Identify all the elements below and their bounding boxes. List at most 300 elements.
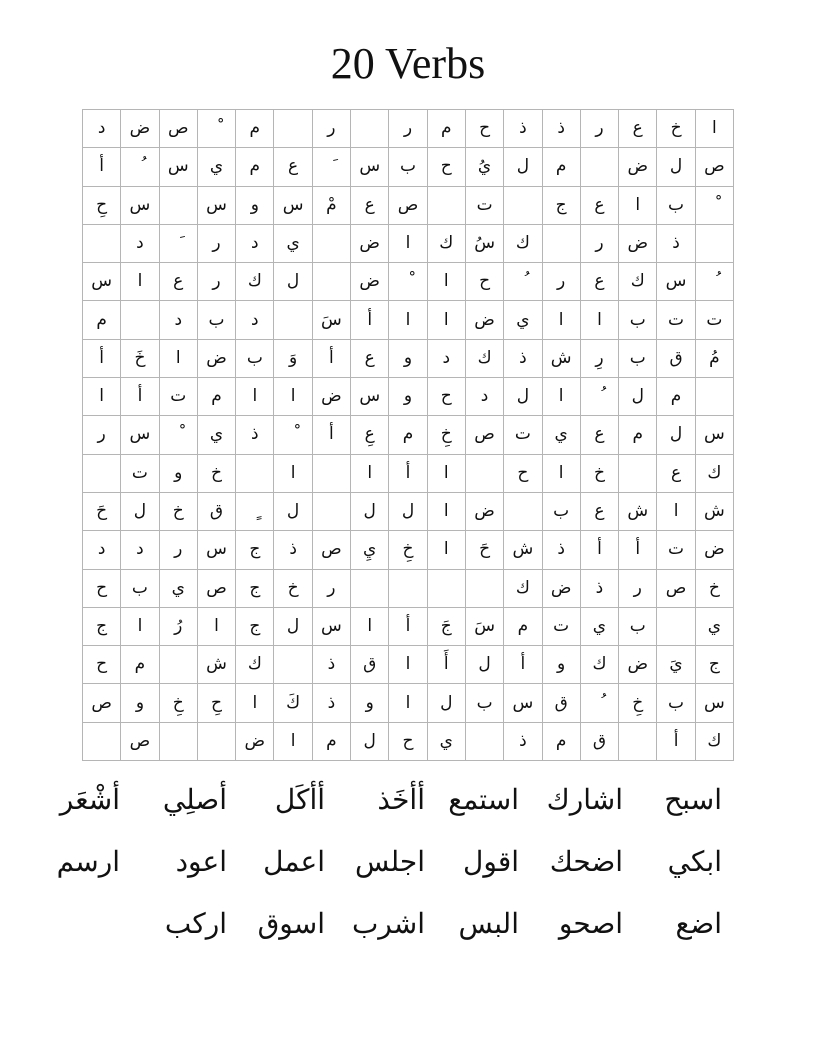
grid-cell[interactable]: ر — [198, 225, 236, 263]
grid-cell[interactable]: ا — [160, 340, 198, 378]
word-list-item: أشْعَر — [59, 783, 120, 816]
grid-cell[interactable]: م — [543, 148, 581, 186]
word-list-item: اركب — [164, 907, 227, 940]
grid-cell[interactable] — [581, 148, 619, 186]
grid-cell[interactable]: خ — [581, 455, 619, 493]
grid-cell[interactable]: م — [236, 148, 274, 186]
grid-cell[interactable]: د — [160, 301, 198, 339]
grid-cell[interactable]: ق — [351, 646, 389, 684]
grid-cell[interactable]: م — [543, 723, 581, 761]
grid-cell[interactable]: ب — [657, 684, 695, 722]
grid-cell[interactable] — [543, 225, 581, 263]
grid-cell[interactable]: خ — [198, 455, 236, 493]
grid-cell[interactable]: ح — [389, 723, 427, 761]
grid-cell[interactable]: س — [696, 684, 734, 722]
grid-cell[interactable]: ك — [428, 225, 466, 263]
grid-cell[interactable]: م — [619, 416, 657, 454]
grid-cell[interactable]: ص — [313, 531, 351, 569]
grid-cell[interactable]: ص — [121, 723, 159, 761]
grid-cell[interactable]: ح — [504, 455, 542, 493]
grid-cell[interactable]: ل — [657, 148, 695, 186]
grid-cell[interactable]: ك — [696, 723, 734, 761]
grid-cell[interactable]: ح — [466, 263, 504, 301]
grid-cell[interactable]: ب — [619, 301, 657, 339]
grid-cell[interactable]: ب — [543, 493, 581, 531]
grid-cell[interactable]: ح — [83, 570, 121, 608]
grid-cell[interactable] — [274, 110, 312, 148]
grid-cell[interactable]: س — [657, 263, 695, 301]
grid-cell[interactable]: ع — [351, 340, 389, 378]
grid-cell[interactable]: ا — [428, 531, 466, 569]
grid-cell[interactable] — [428, 187, 466, 225]
grid-cell[interactable]: ص — [198, 570, 236, 608]
grid-cell[interactable]: م — [504, 608, 542, 646]
grid-cell[interactable]: ر — [619, 570, 657, 608]
grid-cell[interactable]: عِ — [351, 416, 389, 454]
grid-cell[interactable]: ح — [428, 378, 466, 416]
grid-cell[interactable]: كَ — [274, 684, 312, 722]
grid-cell[interactable]: ذ — [313, 646, 351, 684]
grid-cell[interactable]: ا — [351, 608, 389, 646]
grid-cell[interactable]: ص — [466, 416, 504, 454]
grid-cell[interactable]: ب — [121, 570, 159, 608]
grid-cell[interactable]: وَ — [274, 340, 312, 378]
grid-cell[interactable] — [160, 225, 198, 263]
grid-cell[interactable]: ذ — [504, 723, 542, 761]
grid-cell[interactable] — [83, 723, 121, 761]
grid-cell[interactable]: ض — [313, 378, 351, 416]
grid-cell[interactable]: ض — [466, 301, 504, 339]
grid-cell[interactable] — [466, 570, 504, 608]
grid-cell[interactable]: ش — [543, 340, 581, 378]
grid-cell[interactable]: ل — [274, 493, 312, 531]
grid-cell[interactable]: أ — [389, 455, 427, 493]
grid-cell[interactable] — [313, 263, 351, 301]
grid-cell[interactable]: ا — [389, 225, 427, 263]
grid-cell[interactable] — [236, 493, 274, 531]
grid-cell[interactable]: ع — [351, 187, 389, 225]
grid-cell[interactable]: ا — [428, 263, 466, 301]
grid-cell[interactable]: خَ — [121, 340, 159, 378]
grid-cell[interactable] — [160, 646, 198, 684]
grid-cell[interactable]: ح — [428, 148, 466, 186]
grid-cell[interactable] — [504, 187, 542, 225]
grid-cell[interactable]: أ — [313, 416, 351, 454]
grid-cell[interactable] — [428, 570, 466, 608]
grid-cell[interactable]: ا — [83, 378, 121, 416]
grid-cell[interactable]: ع — [581, 187, 619, 225]
grid-cell[interactable]: م — [198, 378, 236, 416]
grid-cell[interactable] — [198, 110, 236, 148]
grid-cell[interactable]: ك — [696, 455, 734, 493]
grid-cell[interactable]: ب — [619, 340, 657, 378]
grid-cell[interactable]: س — [313, 608, 351, 646]
grid-cell[interactable]: ض — [466, 493, 504, 531]
grid-cell[interactable]: ض — [351, 225, 389, 263]
grid-cell[interactable]: س — [198, 531, 236, 569]
grid-cell[interactable]: ق — [543, 684, 581, 722]
grid-cell[interactable]: ض — [619, 148, 657, 186]
grid-cell[interactable] — [236, 455, 274, 493]
grid-cell[interactable]: ت — [657, 531, 695, 569]
grid-cell[interactable]: ذ — [313, 684, 351, 722]
grid-cell[interactable]: ا — [351, 455, 389, 493]
grid-cell[interactable]: ر — [581, 225, 619, 263]
grid-cell[interactable]: ج — [236, 570, 274, 608]
grid-cell[interactable]: ل — [466, 646, 504, 684]
grid-cell[interactable]: ل — [504, 148, 542, 186]
grid-cell[interactable]: ت — [696, 301, 734, 339]
grid-cell[interactable]: ذ — [657, 225, 695, 263]
grid-cell[interactable]: ض — [236, 723, 274, 761]
grid-cell[interactable]: ق — [581, 723, 619, 761]
grid-cell[interactable]: ض — [619, 225, 657, 263]
grid-cell[interactable]: ع — [619, 110, 657, 148]
grid-cell[interactable]: ذ — [504, 340, 542, 378]
word-search-grid[interactable] — [82, 109, 734, 761]
grid-cell[interactable]: ك — [504, 225, 542, 263]
grid-cell[interactable] — [160, 187, 198, 225]
grid-cell[interactable]: حَ — [83, 493, 121, 531]
grid-cell[interactable]: خِ — [619, 684, 657, 722]
grid-cell[interactable]: ي — [274, 225, 312, 263]
grid-cell[interactable] — [696, 263, 734, 301]
grid-cell[interactable]: ر — [543, 263, 581, 301]
grid-cell[interactable]: ا — [543, 301, 581, 339]
grid-cell[interactable] — [160, 723, 198, 761]
grid-cell[interactable]: ك — [504, 570, 542, 608]
grid-cell[interactable]: ل — [121, 493, 159, 531]
grid-cell[interactable]: م — [83, 301, 121, 339]
word-list-item: اجلس — [354, 845, 425, 878]
grid-cell[interactable]: خ — [696, 570, 734, 608]
grid-cell[interactable]: ص — [389, 187, 427, 225]
grid-cell[interactable]: ع — [581, 416, 619, 454]
word-list-item: أأخَذ — [377, 783, 425, 816]
grid-cell[interactable]: ر — [313, 110, 351, 148]
grid-cell[interactable]: ر — [83, 416, 121, 454]
grid-cell[interactable]: ب — [619, 608, 657, 646]
grid-cell[interactable]: خِ — [389, 531, 427, 569]
grid-cell[interactable]: س — [351, 378, 389, 416]
grid-cell[interactable]: و — [236, 187, 274, 225]
grid-cell[interactable]: ك — [619, 263, 657, 301]
grid-cell[interactable]: ت — [121, 455, 159, 493]
word-row — [40, 778, 740, 840]
grid-cell[interactable]: ح — [83, 646, 121, 684]
grid-cell[interactable]: ك — [581, 646, 619, 684]
grid-cell[interactable] — [83, 225, 121, 263]
grid-cell[interactable]: ر — [160, 531, 198, 569]
grid-cell[interactable]: ا — [236, 684, 274, 722]
grid-cell[interactable]: ا — [428, 493, 466, 531]
grid-cell[interactable]: ش — [198, 646, 236, 684]
grid-cell[interactable]: ش — [696, 493, 734, 531]
grid-cell[interactable]: أ — [657, 723, 695, 761]
grid-cell[interactable]: و — [121, 684, 159, 722]
grid-cell[interactable]: أ — [121, 378, 159, 416]
grid-cell[interactable]: ب — [198, 301, 236, 339]
grid-cell[interactable]: ل — [657, 416, 695, 454]
grid-cell[interactable]: ر — [389, 110, 427, 148]
grid-cell[interactable] — [121, 148, 159, 186]
grid-cell[interactable]: ي — [198, 148, 236, 186]
grid-cell[interactable]: ض — [121, 110, 159, 148]
grid-cell[interactable]: ا — [274, 455, 312, 493]
grid-cell[interactable]: ع — [160, 263, 198, 301]
grid-cell[interactable]: د — [236, 225, 274, 263]
grid-cell[interactable]: ك — [466, 340, 504, 378]
grid-cell[interactable]: ا — [428, 301, 466, 339]
grid-cell[interactable]: ر — [581, 110, 619, 148]
grid-cell[interactable]: خ — [274, 570, 312, 608]
grid-cell[interactable]: ك — [236, 646, 274, 684]
grid-cell[interactable]: ج — [696, 646, 734, 684]
grid-cell[interactable]: ل — [428, 684, 466, 722]
grid-cell[interactable] — [466, 723, 504, 761]
grid-cell[interactable] — [83, 455, 121, 493]
grid-cell[interactable]: و — [543, 646, 581, 684]
grid-cell[interactable]: د — [466, 378, 504, 416]
grid-cell[interactable] — [389, 570, 427, 608]
grid-cell[interactable]: ي — [581, 608, 619, 646]
grid-cell[interactable]: أ — [83, 340, 121, 378]
grid-cell[interactable]: ص — [83, 684, 121, 722]
grid-cell[interactable] — [313, 225, 351, 263]
grid-cell[interactable] — [619, 723, 657, 761]
grid-cell[interactable]: و — [389, 340, 427, 378]
grid-cell[interactable] — [313, 455, 351, 493]
grid-cell[interactable]: ت — [466, 187, 504, 225]
word-list-item: اشارك — [546, 783, 623, 816]
grid-cell[interactable]: م — [389, 416, 427, 454]
grid-cell[interactable]: ع — [581, 263, 619, 301]
grid-cell[interactable]: ض — [351, 263, 389, 301]
grid-cell[interactable] — [581, 378, 619, 416]
grid-cell[interactable]: س — [83, 263, 121, 301]
grid-cell[interactable]: أ — [389, 608, 427, 646]
grid-cell[interactable]: ا — [389, 301, 427, 339]
word-list-item: اشرب — [351, 907, 425, 940]
grid-cell[interactable] — [466, 455, 504, 493]
grid-cell[interactable]: ي — [160, 570, 198, 608]
grid-cell[interactable]: ب — [389, 148, 427, 186]
grid-cell[interactable]: ا — [198, 608, 236, 646]
grid-cell[interactable] — [696, 187, 734, 225]
grid-cell[interactable]: ع — [581, 493, 619, 531]
grid-cell[interactable]: ش — [504, 531, 542, 569]
grid-cell[interactable]: ا — [274, 723, 312, 761]
grid-cell[interactable]: أ — [83, 148, 121, 186]
grid-cell[interactable]: و — [389, 378, 427, 416]
grid-cell[interactable]: ق — [657, 340, 695, 378]
grid-cell[interactable]: أ — [504, 646, 542, 684]
grid-cell[interactable]: أَ — [428, 646, 466, 684]
grid-cell[interactable]: يَ — [657, 646, 695, 684]
grid-cell[interactable]: ل — [274, 608, 312, 646]
grid-cell[interactable]: يِ — [351, 531, 389, 569]
grid-cell[interactable]: م — [428, 110, 466, 148]
grid-cell[interactable]: د — [121, 531, 159, 569]
grid-cell[interactable]: س — [274, 187, 312, 225]
grid-cell[interactable]: ب — [236, 340, 274, 378]
grid-cell[interactable]: جَ — [428, 608, 466, 646]
grid-cell[interactable] — [160, 416, 198, 454]
grid-cell[interactable]: ر — [313, 570, 351, 608]
grid-cell[interactable]: رِ — [581, 340, 619, 378]
grid-cell[interactable]: ل — [274, 263, 312, 301]
grid-cell[interactable]: س — [121, 416, 159, 454]
grid-cell[interactable]: ا — [696, 110, 734, 148]
grid-cell[interactable]: ع — [274, 148, 312, 186]
grid-cell[interactable]: م — [236, 110, 274, 148]
grid-cell[interactable]: ذ — [274, 531, 312, 569]
grid-cell[interactable]: ت — [160, 378, 198, 416]
grid-cell[interactable]: ا — [619, 187, 657, 225]
grid-cell[interactable]: ق — [198, 493, 236, 531]
grid-cell[interactable]: ل — [504, 378, 542, 416]
grid-cell[interactable] — [274, 646, 312, 684]
grid-cell[interactable]: ي — [504, 301, 542, 339]
grid-cell[interactable]: ا — [657, 493, 695, 531]
grid-cell[interactable] — [581, 684, 619, 722]
grid-cell[interactable]: ذ — [543, 531, 581, 569]
grid-cell[interactable] — [504, 493, 542, 531]
word-list-item: اقول — [463, 845, 519, 878]
grid-cell[interactable]: ا — [543, 455, 581, 493]
grid-cell[interactable]: رُ — [160, 608, 198, 646]
grid-cell[interactable] — [274, 301, 312, 339]
grid-cell[interactable]: ت — [657, 301, 695, 339]
grid-cell[interactable]: د — [236, 301, 274, 339]
grid-cell[interactable]: ذ — [236, 416, 274, 454]
grid-cell[interactable]: ض — [543, 570, 581, 608]
grid-cell[interactable]: س — [696, 416, 734, 454]
grid-cell[interactable]: مُ — [696, 340, 734, 378]
grid-cell[interactable]: ل — [351, 723, 389, 761]
grid-cell[interactable]: أ — [581, 531, 619, 569]
grid-cell[interactable] — [351, 570, 389, 608]
grid-cell[interactable]: ج — [236, 531, 274, 569]
grid-cell[interactable]: ا — [543, 378, 581, 416]
grid-cell[interactable]: ض — [696, 531, 734, 569]
grid-cell[interactable]: ض — [198, 340, 236, 378]
grid-cell[interactable]: د — [428, 340, 466, 378]
grid-cell[interactable]: ل — [389, 493, 427, 531]
grid-cell[interactable]: س — [351, 148, 389, 186]
grid-cell[interactable]: ع — [657, 455, 695, 493]
grid-cell[interactable]: ص — [657, 570, 695, 608]
grid-cell[interactable]: ج — [236, 608, 274, 646]
grid-cell[interactable]: خ — [657, 110, 695, 148]
grid-cell[interactable]: ش — [619, 493, 657, 531]
grid-cell[interactable]: ح — [466, 110, 504, 148]
grid-cell[interactable]: خ — [160, 493, 198, 531]
grid-cell[interactable]: ل — [351, 493, 389, 531]
grid-cell[interactable]: مْ — [313, 187, 351, 225]
grid-cell[interactable] — [389, 263, 427, 301]
grid-cell[interactable]: ا — [428, 455, 466, 493]
grid-cell[interactable] — [696, 378, 734, 416]
grid-cell[interactable]: د — [83, 110, 121, 148]
grid-cell[interactable]: ج — [543, 187, 581, 225]
grid-cell[interactable]: ا — [121, 608, 159, 646]
grid-cell[interactable]: س — [198, 187, 236, 225]
grid-cell[interactable]: ي — [428, 723, 466, 761]
grid-cell[interactable]: ذ — [504, 110, 542, 148]
grid-cell[interactable]: ت — [504, 416, 542, 454]
grid-cell[interactable]: م — [657, 378, 695, 416]
grid-cell[interactable]: ض — [619, 646, 657, 684]
grid-cell[interactable]: ذ — [543, 110, 581, 148]
grid-cell[interactable] — [313, 148, 351, 186]
grid-cell[interactable]: ص — [160, 110, 198, 148]
grid-cell[interactable] — [504, 263, 542, 301]
grid-cell[interactable] — [121, 301, 159, 339]
grid-cell[interactable]: سَ — [313, 301, 351, 339]
grid-cell[interactable]: حِ — [83, 187, 121, 225]
grid-cell[interactable]: أ — [313, 340, 351, 378]
grid-cell[interactable]: ا — [389, 646, 427, 684]
grid-cell[interactable]: ا — [274, 378, 312, 416]
grid-cell[interactable]: ي — [198, 416, 236, 454]
word-row — [40, 840, 740, 902]
grid-cell[interactable]: سَ — [466, 608, 504, 646]
grid-cell[interactable]: م — [313, 723, 351, 761]
grid-cell[interactable]: خِ — [160, 684, 198, 722]
grid-cell[interactable] — [198, 723, 236, 761]
grid-cell[interactable] — [619, 455, 657, 493]
grid-cell[interactable]: ر — [198, 263, 236, 301]
grid-cell[interactable]: س — [160, 148, 198, 186]
grid-cell[interactable] — [274, 416, 312, 454]
grid-cell[interactable]: حَ — [466, 531, 504, 569]
grid-cell[interactable]: ص — [696, 148, 734, 186]
grid-cell[interactable]: حِ — [198, 684, 236, 722]
grid-cell[interactable]: س — [504, 684, 542, 722]
grid-cell[interactable]: ي — [696, 608, 734, 646]
grid-cell[interactable]: ي — [543, 416, 581, 454]
grid-cell[interactable]: ذ — [581, 570, 619, 608]
grid-cell[interactable] — [313, 493, 351, 531]
grid-cell[interactable] — [696, 225, 734, 263]
grid-cell[interactable]: ا — [121, 263, 159, 301]
grid-cell[interactable]: يُ — [466, 148, 504, 186]
grid-cell[interactable] — [351, 110, 389, 148]
grid-cell[interactable]: د — [83, 531, 121, 569]
grid-cell[interactable]: ك — [236, 263, 274, 301]
grid-cell[interactable]: د — [121, 225, 159, 263]
grid-cell[interactable]: خِ — [428, 416, 466, 454]
grid-cell[interactable]: أ — [619, 531, 657, 569]
grid-cell[interactable] — [657, 608, 695, 646]
grid-cell[interactable]: س — [121, 187, 159, 225]
grid-cell[interactable]: ت — [543, 608, 581, 646]
grid-cell[interactable]: و — [351, 684, 389, 722]
grid-cell[interactable]: ج — [83, 608, 121, 646]
grid-cell[interactable]: ا — [389, 684, 427, 722]
grid-cell[interactable]: و — [160, 455, 198, 493]
grid-cell[interactable]: سُ — [466, 225, 504, 263]
grid-cell[interactable]: ا — [581, 301, 619, 339]
grid-cell[interactable]: ل — [619, 378, 657, 416]
grid-cell[interactable]: ب — [466, 684, 504, 722]
grid-cell[interactable]: أ — [351, 301, 389, 339]
grid-cell[interactable]: م — [121, 646, 159, 684]
grid-cell[interactable]: ب — [657, 187, 695, 225]
word-list-item: اعمل — [263, 845, 325, 878]
grid-cell[interactable]: ا — [236, 378, 274, 416]
